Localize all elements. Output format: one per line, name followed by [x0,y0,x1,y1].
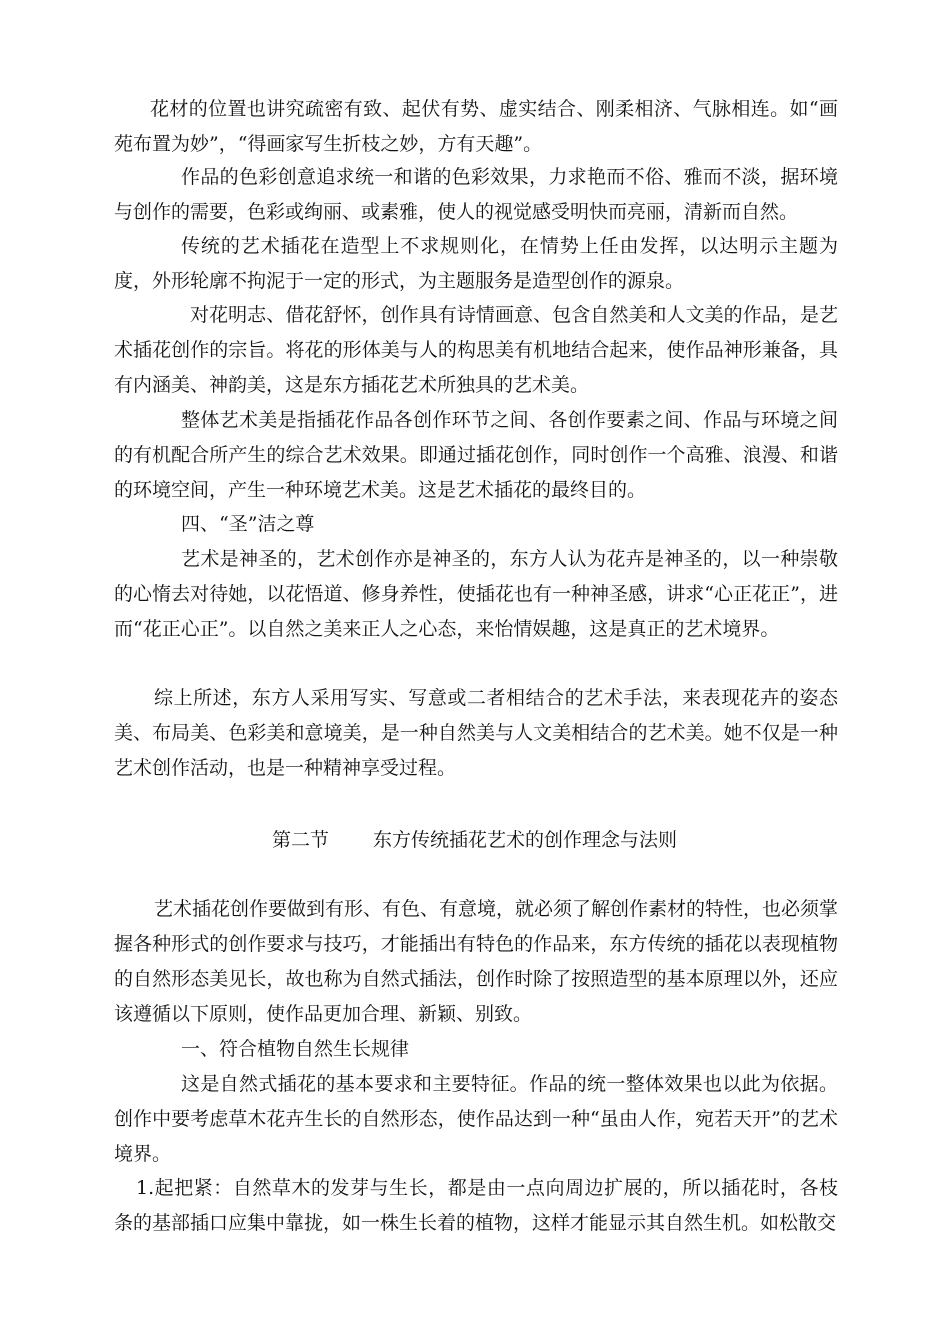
subheading-sacred-respect: 四、“圣”洁之尊 [181,513,315,535]
paragraph-color-creativity: 作品的色彩创意追求统一和谐的色彩效果，力求艳而不俗、雅而不淡，据环境与创作的需要，色彩或绚丽、或素雅，使人的视觉感受明快而亮丽，清新而自然。 [114,166,838,223]
paragraph-flower-placement: 花材的位置也讲究疏密有致、起伏有势、虚实结合、刚柔相济、气脉相连。如“画苑布置为妙”，“得画家写生折枝之妙，方有天趣”。 [114,98,838,155]
paragraph-summary: 综上所述，东方人采用写实、写意或二者相结合的艺术手法，来表现花卉的姿态美、布局美、色彩美和意境美，是一种自然美与人文美相结合的艺术美。她不仅是一种艺术创作活动，也是一种精神享受过程。 [114,687,838,779]
section-number: 第二节 [272,829,330,851]
paragraph-expressing-aspirations: 对花明志、借花舒怀，创作具有诗情画意、包含自然美和人文美的作品，是艺术插花创作的宗旨。将花的形体美与人的构思美有机地结合起来，使作品神形兼备，具有内涵美、神韵美，这是东方插花艺术所独具的艺术美。 [114,304,838,396]
section-title: 东方传统插花艺术的创作理念与法则 [373,829,678,851]
section-heading [272,823,677,858]
paragraph-tight-base: 1.起把紧：自然草木的发芽与生长，都是由一点向周边扩展的，所以插花时，各枝条的基部插口应集中靠拢，如一株生长着的植物，这样才能显示其自然生机。如松散交 [114,1177,838,1234]
paragraph-creation-requirements: 艺术插花创作要做到有形、有色、有意境，就必须了解创作素材的特性，也必须掌握各种形式的创作要求与技巧，才能插出有特色的作品来，东方传统的插花以表现植物的自然形态美见长，故也称为自然式插法，创作时除了按照造型的基本原理以外，还应该遵循以下原则，使作品更加合理、新颖、别致。 [114,898,839,1025]
paragraph-overall-artistic-beauty: 整体艺术美是指插花作品各创作环节之间、各创作要素之间、作品与环境之间的有机配合所产生的综合艺术效果。即通过插花创作，同时创作一个高雅、浪漫、和谐的环境空间，产生一种环境艺术美。这是艺术插花的最终目的。 [114,409,838,501]
subheading-natural-growth: 一、符合植物自然生长规律 [181,1038,410,1060]
paragraph-art-is-sacred: 艺术是神圣的，艺术创作亦是神圣的，东方人认为花卉是神圣的，以一种崇敬的心惰去对待她，以花悟道、修身养性，使插花也有一种神圣感，讲求“心正花正”，进而“花正心正”。以自然之美来正人之心态，来怡情娱趣，这是真正的艺术境界。 [114,548,838,640]
paragraph-traditional-form: 传统的艺术插花在造型上不求规则化，在情势上任由发挥，以达明示主题为度，外形轮廓不拘泥于一定的形式，为主题服务是造型创作的源泉。 [114,235,838,292]
paragraph-basic-requirement: 这是自然式插花的基本要求和主要特征。作品的统一整体效果也以此为依据。创作中要考虑草木花卉生长的自然形态，使作品达到一种“虽由人作，宛若天开”的艺术境界。 [114,1073,838,1165]
